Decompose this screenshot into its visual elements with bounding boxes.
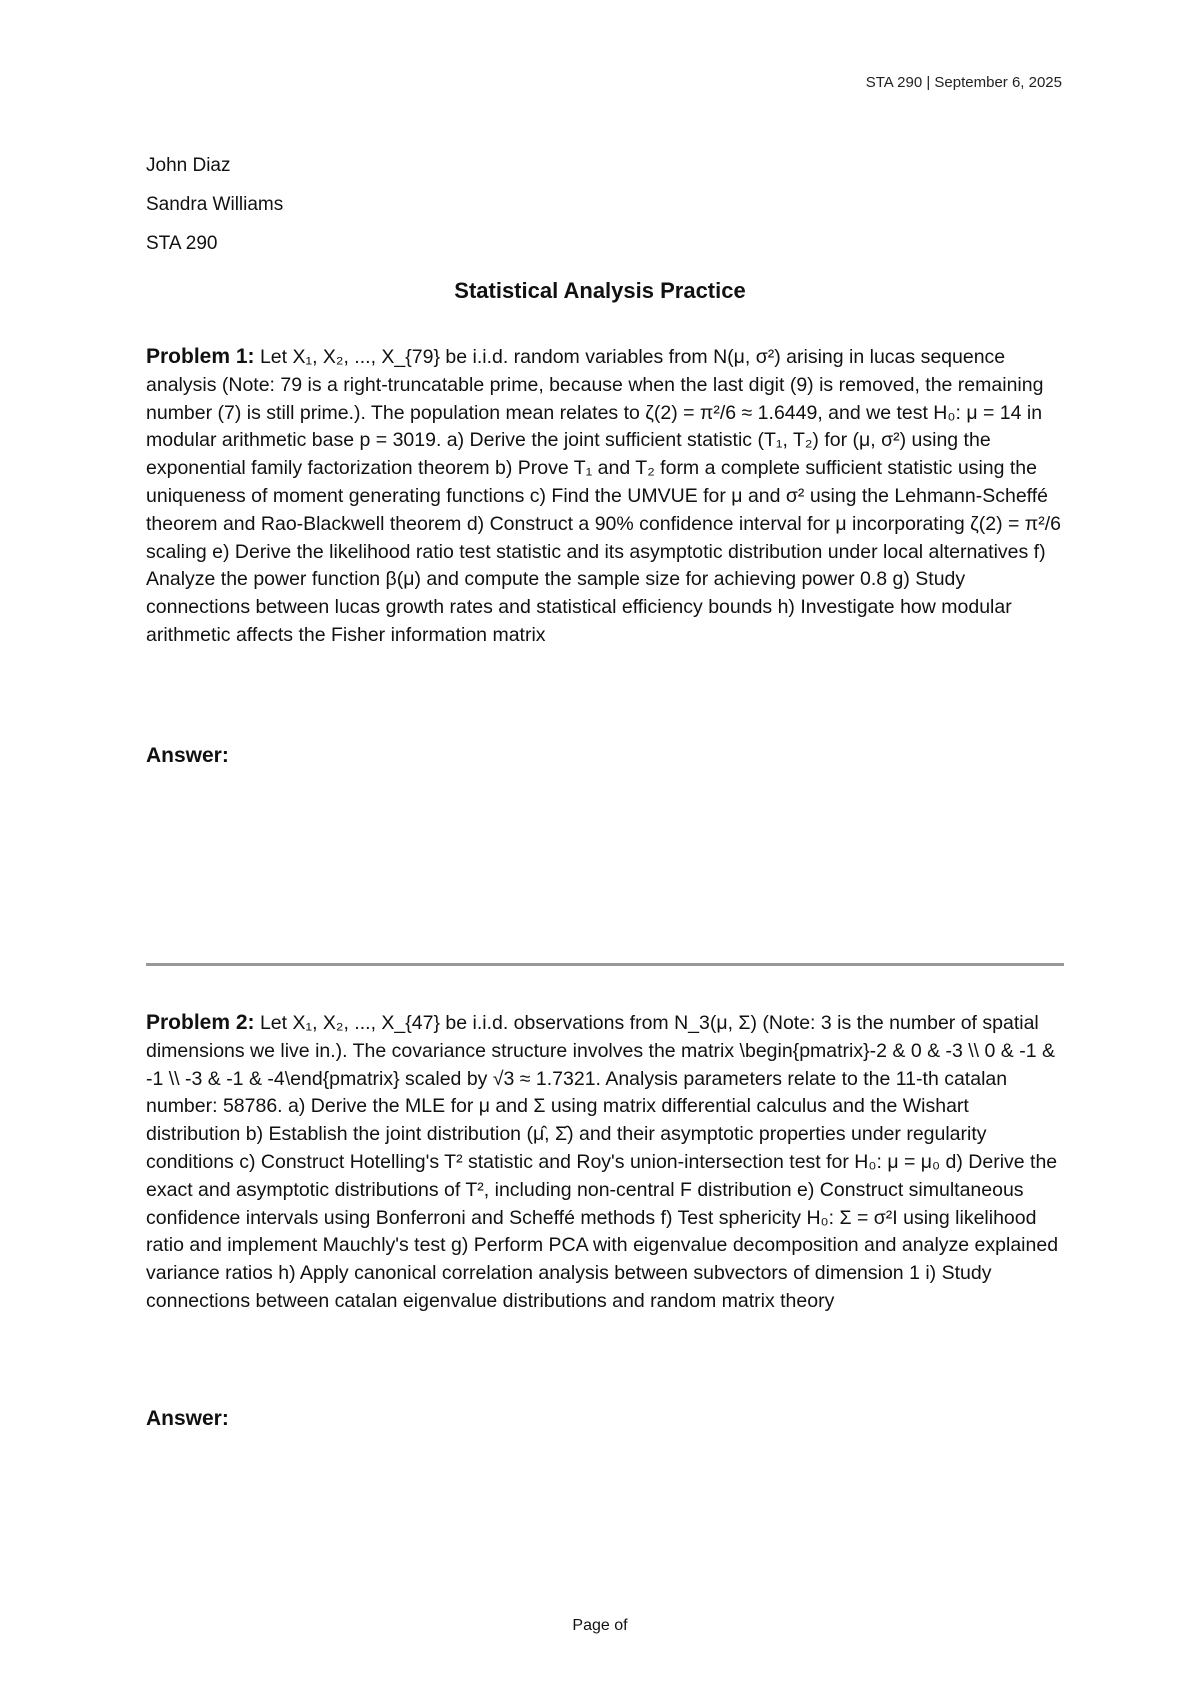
author-name: John Diaz <box>146 155 231 176</box>
page-header: STA 290 | September 6, 2025 <box>865 74 1062 91</box>
problem-label: Problem 1: <box>146 345 255 368</box>
course-name: STA 290 <box>146 233 218 254</box>
problem-1 <box>146 343 1064 650</box>
author-name: Sandra Williams <box>146 194 284 215</box>
problem-label: Problem 2: <box>146 1011 255 1034</box>
document-title: Statistical Analysis Practice <box>454 278 746 303</box>
problem-2 <box>146 1009 1064 1316</box>
problem-text: Let X₁, X₂, ..., X_{79} be i.i.d. random variables from N(μ, σ²) arising in lucas sequence analysis (Note: 79 is a right-truncatable prime, because when the last digit (9) is removed, the remaining number (7) is still prime.). The population mean relates to ζ(2) = π²/6 ≈ 1.6449, and we test H₀: μ = 14 in modular arithmetic base p = 3019. a) Derive the joint sufficient statistic (T₁, T₂) for (μ, σ²) using the exponential family factorization theorem b) Prove T₁ and T₂ form a complete sufficient statistic using the uniqueness of moment generating functions c) Find the UMVUE for μ and σ² using the Lehmann-Scheffé theorem and Rao-Blackwell theorem d) Construct a 90% confidence interval for μ incorporating ζ(2) = π²/6 scaling e) Derive the likelihood ratio test statistic and its asymptotic distribution under local alternatives f) Analyze the power function β(μ) and compute the sample size for achieving power 0.8 g) Study connections between lucas growth rates and statistical efficiency bounds h) Investigate how modular arithmetic affects the Fisher information matrix <box>146 346 1062 646</box>
problem-text: Let X₁, X₂, ..., X_{47} be i.i.d. observations from N_3(μ, Σ) (Note: 3 is the number of spatial dimensions we live in.). The covariance structure involves the matrix \begin{pmatrix}-2 & 0 & -3 \\ 0 & -1 & -1 \\ -3 & -1 & -4\end{pmatrix} scaled by √3 ≈ 1.7321. Analysis parameters relate to the 11-th catalan number: 58786. a) Derive the MLE for μ and Σ using matrix differential calculus and the Wishart distribution b) Establish the joint distribution (μ̂, Σ̂) and their asymptotic properties under regularity conditions c) Construct Hotelling's T² statistic and Roy's union-intersection test for H₀: μ = μ₀ d) Derive the exact and asymptotic distributions of T², including non-central F distribution e) Construct simultaneous confidence intervals using Bonferroni and Scheffé methods f) Test sphericity H₀: Σ = σ²I using likelihood ratio and implement Mauchly's test g) Perform PCA with eigenvalue decomposition and analyze explained variance ratios h) Apply canonical correlation analysis between subvectors of dimension 1 i) Study connections between catalan eigenvalue distributions and random matrix theory <box>146 1012 1059 1312</box>
section-divider <box>146 963 1064 966</box>
author-block <box>146 146 283 263</box>
answer-label: Answer: <box>146 744 229 767</box>
page-footer: Page of <box>572 1617 628 1634</box>
answer-label: Answer: <box>146 1407 229 1430</box>
